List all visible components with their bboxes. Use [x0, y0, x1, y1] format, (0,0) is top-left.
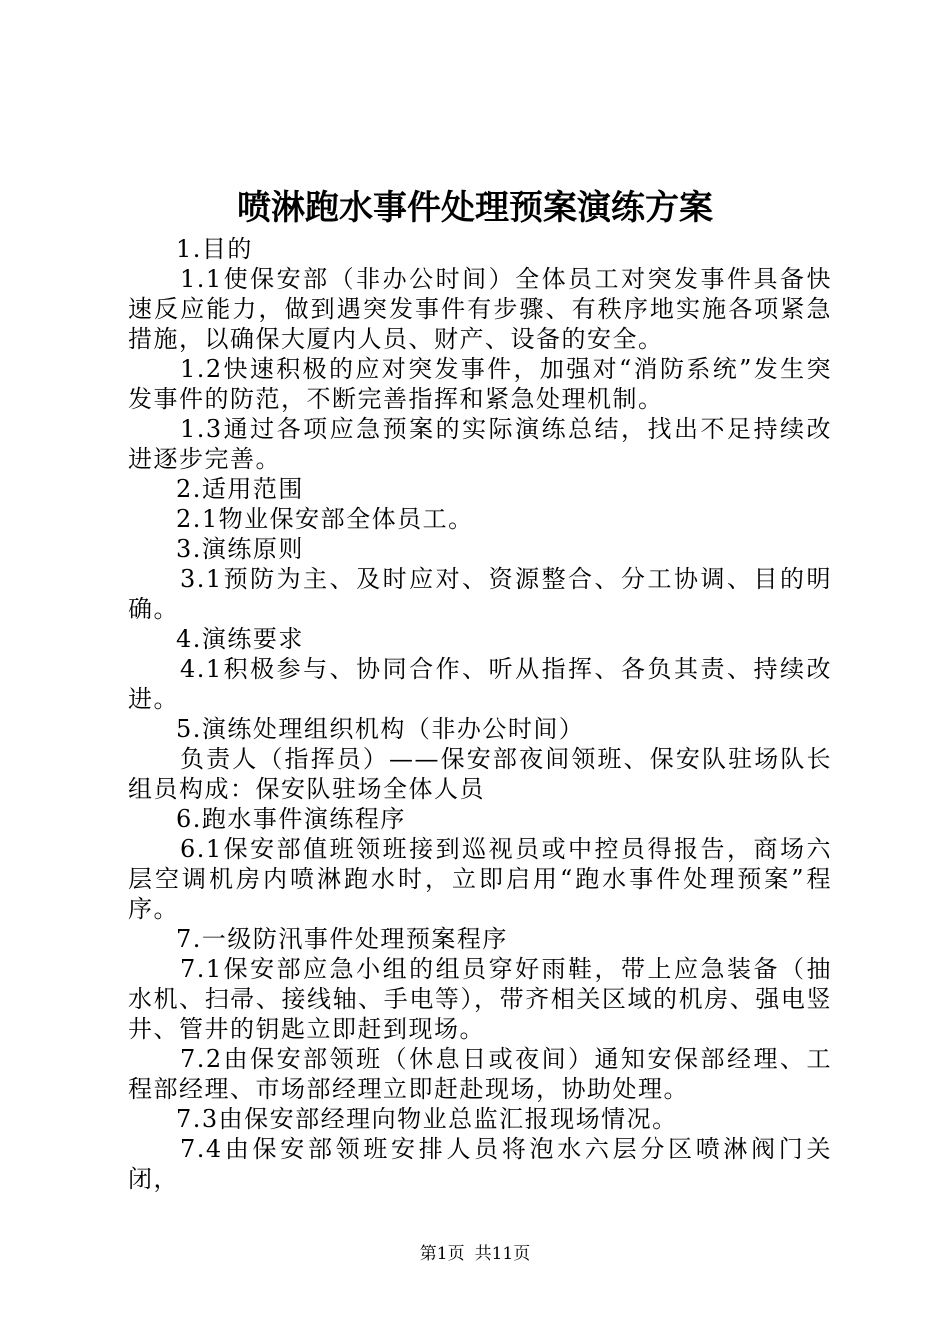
paragraph: 4.1积极参与、协同合作、听从指挥、各负其责、持续改进。 [128, 655, 832, 713]
page-number: 第1页 [419, 1244, 465, 1264]
page-footer [0, 1242, 950, 1266]
section-heading: 6.跑水事件演练程序 [176, 805, 406, 833]
paragraph: 7.2由保安部领班（休息日或夜间）通知安保部经理、工程部经理、市场部经理立即赶赴现场，协助处理。 [128, 1045, 832, 1103]
paragraph: 7.3由保安部经理向物业总监汇报现场情况。 [176, 1105, 678, 1133]
paragraph: 1.2快速积极的应对突发事件，加强对“消防系统”发生突发事件的防范，不断完善指挥和紧急处理机制。 [128, 355, 832, 413]
paragraph: 6.1保安部值班领班接到巡视员或中控员得报告，商场六层空调机房内喷淋跑水时，立即启用“跑水事件处理预案”程序。 [128, 835, 832, 923]
section-heading: 1.目的 [176, 235, 253, 263]
page-total: 共11页 [474, 1244, 531, 1264]
section-heading: 5.演练处理组织机构（非办公时间） [176, 715, 585, 743]
document-body [128, 234, 832, 1194]
paragraph: 1.1使保安部（非办公时间）全体员工对突发事件具备快速反应能力，做到遇突发事件有步骤、有秩序地实施各项紧急措施，以确保大厦内人员、财产、设备的安全。 [128, 265, 832, 353]
paragraph: 负责人（指挥员）——保安部夜间领班、保安队驻场队长组员构成：保安队驻场全体人员 [128, 745, 832, 803]
section-heading: 7.一级防汛事件处理预案程序 [176, 925, 508, 953]
section-heading: 2.适用范围 [176, 475, 304, 503]
paragraph: 3.1预防为主、及时应对、资源整合、分工协调、目的明确。 [128, 565, 832, 623]
paragraph: 1.3通过各项应急预案的实际演练总结，找出不足持续改进逐步完善。 [128, 415, 832, 473]
paragraph: 2.1物业保安部全体员工。 [176, 505, 474, 533]
paragraph: 7.4由保安部领班安排人员将泡水六层分区喷淋阀门关闭， [128, 1135, 832, 1193]
document-title: 喷淋跑水事件处理预案演练方案 [237, 188, 713, 228]
paragraph: 7.1保安部应急小组的组员穿好雨鞋，带上应急装备（抽水机、扫帚、接线轴、手电等），带齐相关区域的机房、强电竖井、管井的钥匙立即赶到现场。 [128, 955, 832, 1043]
section-heading: 3.演练原则 [176, 535, 304, 563]
section-heading: 4.演练要求 [176, 625, 304, 653]
